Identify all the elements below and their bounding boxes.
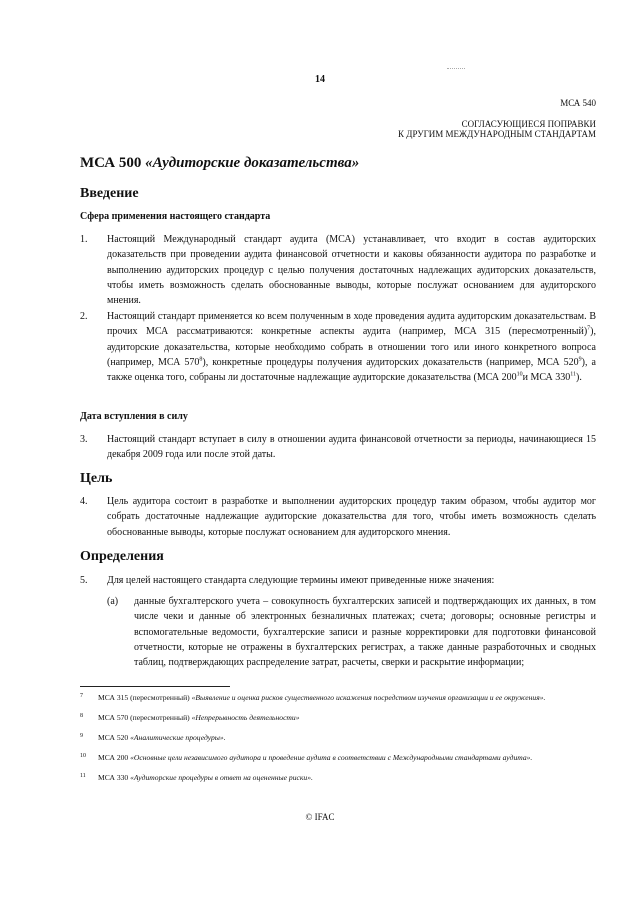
footnote-11: [80, 773, 600, 783]
item-letter: (а): [107, 596, 119, 607]
text-run: МСА 200: [98, 753, 131, 762]
text-run: и МСА 330: [522, 372, 571, 384]
text-run: ), конкретные процедуры получения аудиторских доказательств (например, МСА 520: [202, 356, 579, 368]
text-run: «Выявление и оценка рисков существенного искажения посредством изучения организации и ее окружения».: [191, 693, 546, 702]
text-run: «Основные цели независимого аудитора и проведение аудита в соответствии с Международными стандартами аудита».: [130, 753, 533, 762]
section-heading-goal: Цель: [80, 471, 113, 486]
title-name: «Аудиторские доказательства»: [145, 155, 360, 171]
paragraph-5: [80, 573, 596, 588]
paragraph-number: 3.: [80, 434, 88, 445]
paragraph-3: [80, 432, 596, 463]
footnote-8: [80, 713, 600, 723]
text-run: МСА 315 (пересмотренный): [98, 693, 192, 702]
footnote-number: 8: [80, 713, 83, 719]
copyright-footer: © IFAC: [305, 812, 335, 822]
text-run: МСА 520: [98, 733, 131, 742]
footnote-ref: 7: [587, 325, 591, 332]
footnote-ref: 10: [516, 371, 523, 378]
paragraph-text: Цель аудитора состоит в разработке и выполнении аудиторских процедур таким образом, чтобы аудитор мог собрать достаточные надлежащие аудиторские доказательства для того, чтобы иметь возможность сделать обоснованные выводы, которые послужат основанием для аудиторского мнения.: [107, 496, 596, 538]
text-run: «Непрерывность деятельности»: [191, 713, 300, 722]
definition-item-a: [107, 594, 596, 670]
paragraph-1: [80, 232, 596, 308]
text-run: ).: [576, 372, 582, 384]
footnote-text: [98, 733, 600, 743]
paragraph-4: [80, 494, 596, 540]
footnote-10: [80, 753, 600, 763]
text-run: «Аналитические процедуры».: [130, 733, 226, 742]
document-title: [80, 155, 359, 172]
paragraph-number: 1.: [80, 234, 88, 245]
paragraph-text: Для целей настоящего стандарта следующие термины имеют приведенные ниже значения:: [107, 575, 495, 586]
paragraph-text: Настоящий Международный стандарт аудита (МСА) устанавливает, что входит в состав аудиторских доказательств при проведении аудита финансовой отчетности и каковы обязанности аудитора по разработке и выполнению аудиторских процедур с целью получения достаточных надлежащих аудиторских доказательств, чтобы иметь возможность сделать обоснованные выводы, которые послужат основанием для аудиторского мнения.: [107, 234, 596, 307]
header-line-1: СОГЛАСУЮЩИЕСЯ ПОПРАВКИ: [461, 119, 596, 129]
footnote-text: [98, 753, 600, 763]
footnote-text: [98, 773, 600, 783]
subheading-effective-date: Дата вступления в силу: [80, 411, 188, 422]
paragraph-2: [80, 309, 596, 385]
footnote-number: 9: [80, 733, 83, 739]
title-code: МСА 500: [80, 155, 146, 171]
footnote-number: 7: [80, 693, 83, 699]
footnote-divider: [80, 686, 230, 687]
section-heading-intro: Введение: [80, 186, 139, 201]
paragraph-text: Настоящий стандарт вступает в силу в отношении аудита финансовой отчетности за периоды, начинающиеся 15 декабря 2009 года или после этой даты.: [107, 434, 596, 461]
text-run: МСА 570 (пересмотренный): [98, 713, 192, 722]
footnote-ref: 9: [578, 356, 582, 363]
text-run: ), аудиторские доказательства, которые необходимо собрать в отношении того или иного конкретного вопроса (например, МСА 570: [107, 326, 596, 368]
footnote-text: [98, 693, 600, 703]
page-number: 14: [315, 74, 325, 85]
paragraph-number: 4.: [80, 496, 88, 507]
section-heading-definitions: Определения: [80, 549, 164, 564]
text-run: МСА 330: [98, 773, 131, 782]
header-line-2: К ДРУГИМ МЕЖДУНАРОДНЫМ СТАНДАРТАМ: [398, 129, 596, 139]
text-run: «Аудиторские процедуры в ответ на оцененные риски».: [130, 773, 313, 782]
footnote-ref: 11: [570, 371, 577, 378]
footnote-7: [80, 693, 600, 703]
standard-code: МСА 540: [560, 98, 596, 108]
paragraph-number: 2.: [80, 311, 88, 322]
text-run: ), а также оценка того, собраны ли достаточные надлежащие аудиторские доказательства (МСА 200: [107, 356, 596, 384]
paragraph-text: [107, 309, 596, 385]
footnote-ref: 8: [199, 356, 203, 363]
footnote-number: 10: [80, 753, 86, 759]
text-run: Настоящий стандарт применяется ко всем полученным в ходе проведения аудита аудиторским доказательствам. В прочих МСА рассматриваются: конкретные аспекты аудита (например, МСА 315 (пересмотренный): [107, 311, 596, 338]
paragraph-number: 5.: [80, 575, 88, 586]
item-text: данные бухгалтерского учета – совокупность бухгалтерских записей и подтверждающих их данных, в том числе чеки и данные об электронных безналичных платежах; счета; договоры; основные регистры и вспомогательные ведомости, бухгалтерские записи и разные корректировки для подготовки финансовой отчетности, которые не отражены в бухгалтерских регистрах, а также данные разработочных и сводных таблиц, подтверждающих распределение затрат, расчеты, сверки и раскрытие информации;: [134, 596, 596, 669]
subheading-scope: Сфера применения настоящего стандарта: [80, 211, 271, 222]
footnote-number: 11: [80, 773, 86, 779]
footnote-9: [80, 733, 600, 743]
footnote-text: [98, 713, 600, 723]
